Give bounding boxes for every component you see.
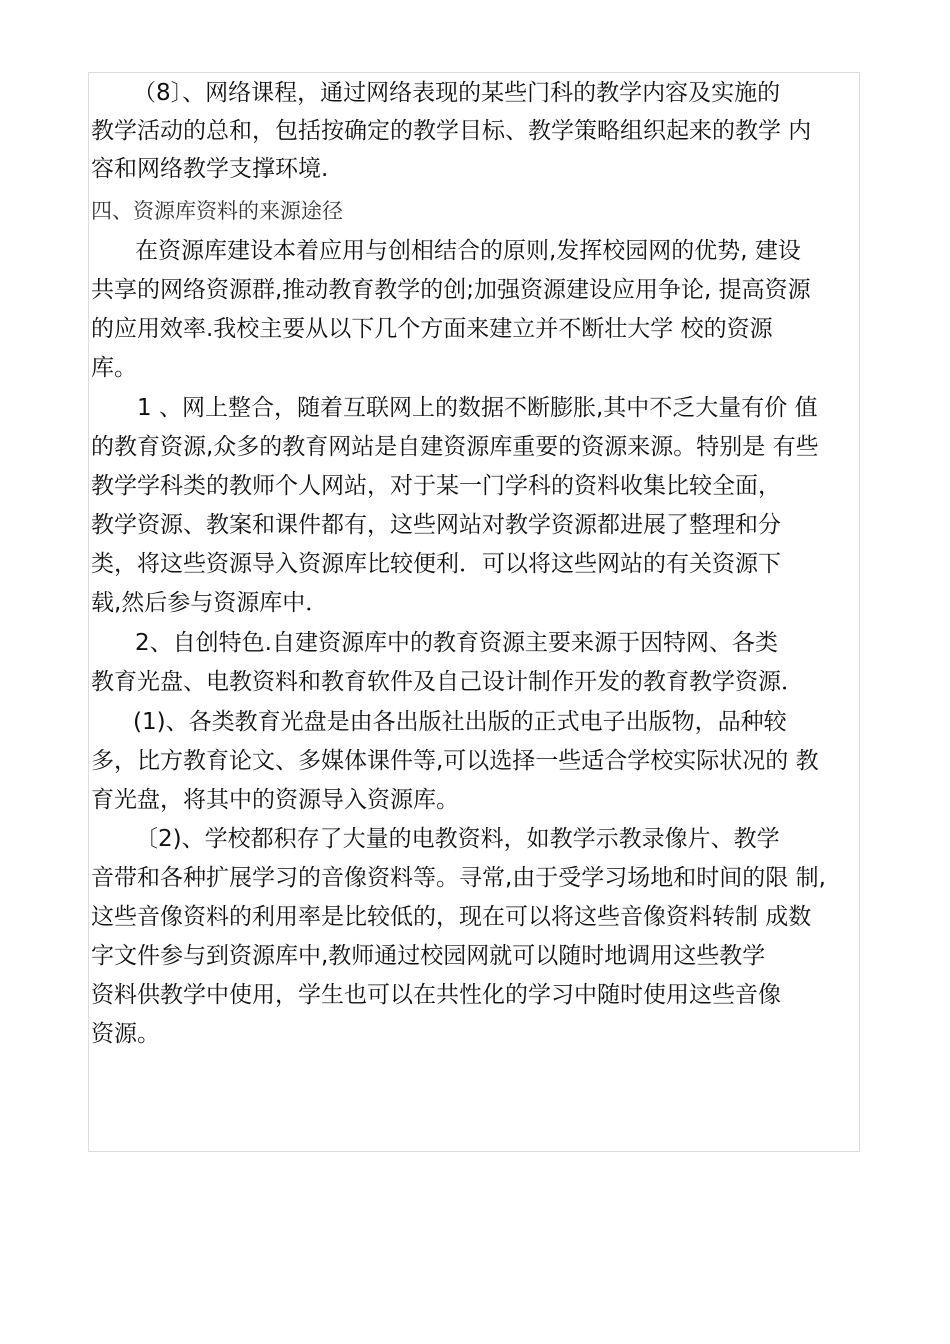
paragraph-line: 字文件参与到资源库中,教师通过校园网就可以随时地调用这些教学 [91,943,766,969]
paragraph-line: 教学资源、教案和课件都有，这些网站对教学资源都进展了整理和分 [91,512,781,538]
paragraph-line: 的应用效率.我校主要从以下几个方面来建立并不断壮大学 校的资源 [91,316,773,342]
section-heading: 四、资源库资料的来源途径 [91,199,343,223]
paragraph-line: 教育光盘、电教资料和教育软件及自己设计制作开发的教育教学资源． [91,669,804,695]
paragraph-line: 音带和各种扩展学习的音像资料等。寻常,由于受学习场地和时间的限 制, [91,865,826,891]
paragraph-line: 资源。 [91,1021,160,1047]
paragraph-line: (1)、各类教育光盘是由各出版社出版的正式电子出版物，品种较 [133,709,787,735]
paragraph-line: 在资源库建设本着应用与创相结合的原则,发挥校园网的优势, 建设 [135,238,801,264]
paragraph-line: 载,然后参与资源库中． [91,590,329,616]
paragraph-line: （8〕、网络课程，通过网络表现的某些门科的教学内容及实施的 [133,80,781,106]
paragraph-line: 的教育资源,众多的教育网站是自建资源库重要的资源来源。特别是 有些 [91,434,819,460]
paragraph-line: 1 、网上整合，随着互联网上的数据不断膨胀,其中不乏大量有价 值 [137,395,818,421]
paragraph-line: 共享的网络资源群,推动教育教学的创;加强资源建设应用争论, 提高资源 [91,277,811,303]
paragraph-line: 资料供教学中使用，学生也可以在共性化的学习中随时使用这些音像 [91,982,781,1008]
paragraph-line: 库。 [91,355,137,381]
paragraph-line: 教学活动的总和，包括按确定的教学目标、教学策略组织起来的教学 内 [91,118,812,144]
paragraph-line: 这些音像资料的利用率是比较低的，现在可以将这些音像资料转制 成数 [91,904,812,930]
paragraph-line: 多，比方教育论文、多媒体课件等,可以选择一些适合学校实际状况的 教 [91,748,819,774]
paragraph-line: 教学学科类的教师个人网站，对于某一门学科的资料收集比较全面， [91,473,781,499]
paragraph-line: 〔2)、学校都积存了大量的电教资料，如教学示教录像片、教学 [135,826,780,852]
paragraph-line: 2、自创特色.自建资源库中的教育资源主要来源于因特网、各类 [135,630,778,656]
paragraph-line: 育光盘，将其中的资源导入资源库。 [91,787,459,813]
paragraph-line: 类，将这些资源导入资源库比较便利．可以将这些网站的有关资源下 [91,551,781,577]
paragraph-line: 容和网络教学支撑环境. [91,156,329,182]
